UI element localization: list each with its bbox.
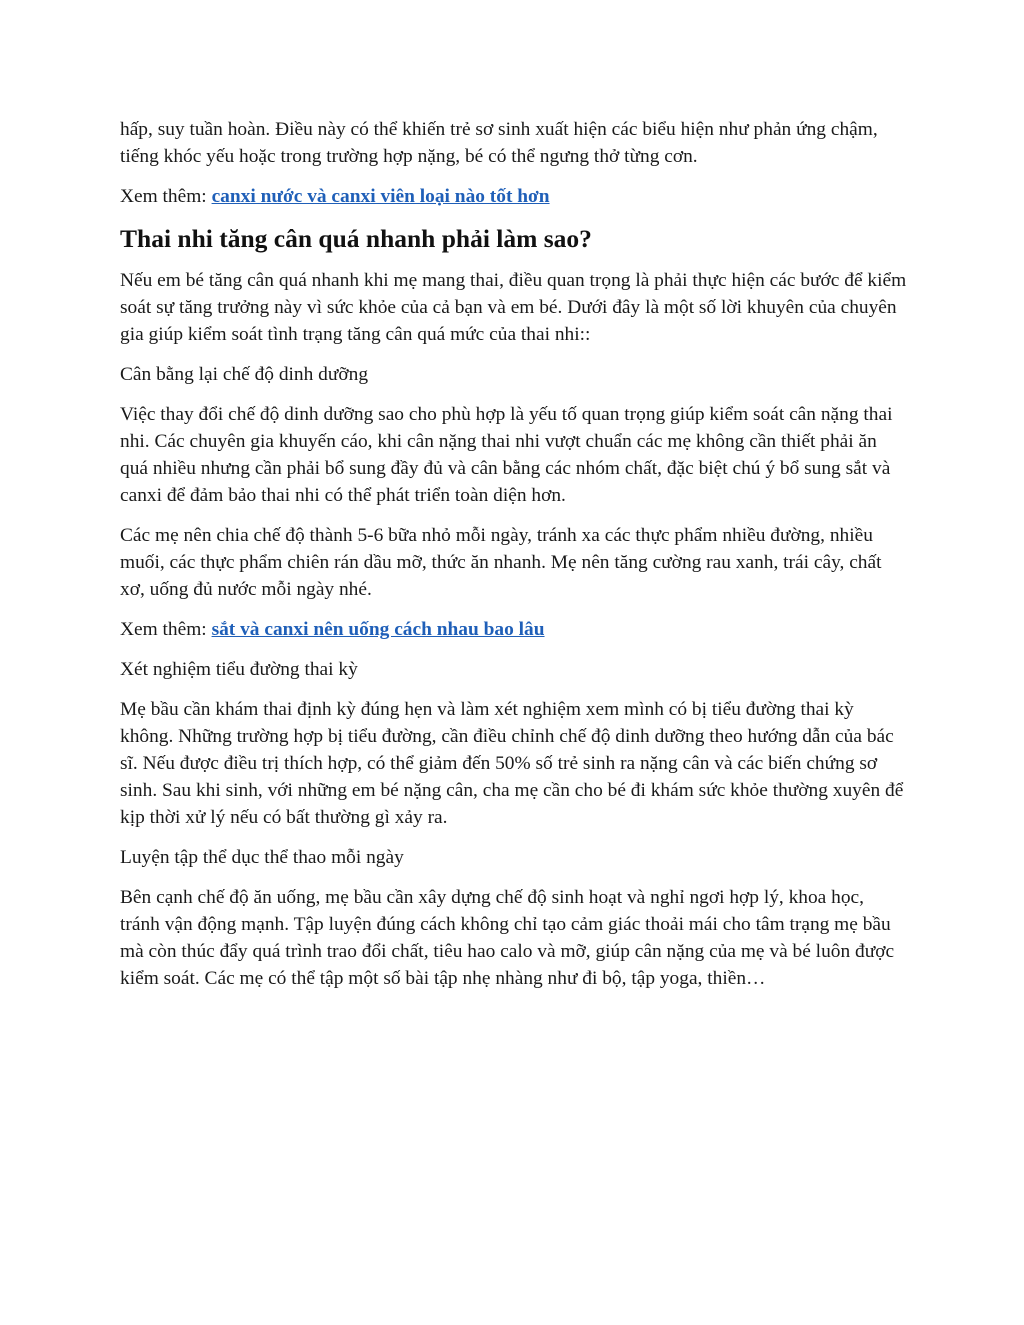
paragraph-advice-intro: Nếu em bé tăng cân quá nhanh khi mẹ mang thai, điều quan trọng là phải thực hiện các bước để kiểm soát sự tăng trưởng này vì sức khỏe của cả bạn và em bé. Dưới đây là một số lời khuyên của chuyên gia giúp kiểm soát tình trạng tăng cân quá mức của thai nhi::	[120, 270, 907, 345]
paragraph-exercise: Bên cạnh chế độ ăn uống, mẹ bầu cần xây dựng chế độ sinh hoạt và nghỉ ngơi hợp lý, khoa học, tránh vận động mạnh. Tập luyện đúng cách không chỉ tạo cảm giác thoải mái cho tâm trạng mẹ bầu mà còn thúc đẩy quá trình trao đổi chất, tiêu hao calo và mỡ, giúp cân nặng của mẹ và bé luôn được kiểm soát. Các mẹ có thể tập một số bài tập nhẹ nhàng như đi bộ, tập yoga, thiền…	[120, 887, 895, 989]
paragraph-nutrition: Việc thay đổi chế độ dinh dưỡng sao cho phù hợp là yếu tố quan trọng giúp kiểm soát cân nặng thai nhi. Các chuyên gia khuyến cáo, khi cân nặng thai nhi vượt chuẩn các mẹ không cần thiết phải ăn quá nhiều nhưng cần phải bổ sung đầy đủ và cân bằng các nhóm chất, đặc biệt chú ý bổ sung sắt và canxi để đảm bảo thai nhi có thể phát triển toàn diện hơn.	[120, 404, 893, 506]
subsection-label-exercise: Luyện tập thể dục thể thao mỗi ngày	[120, 847, 404, 868]
see-more-link-calcium-types[interactable]: canxi nước và canxi viên loại nào tốt hơn	[211, 186, 550, 207]
see-more-line-1	[120, 183, 908, 210]
intro-paragraph: hấp, suy tuần hoàn. Điều này có thể khiến trẻ sơ sinh xuất hiện các biểu hiện như phản ứng chậm, tiếng khóc yếu hoặc trong trường hợp nặng, bé có thể ngưng thở từng cơn.	[120, 119, 878, 167]
document-page	[120, 116, 908, 1005]
paragraph-diabetes-test: Mẹ bầu cần khám thai định kỳ đúng hẹn và làm xét nghiệm xem mình có bị tiểu đường thai kỳ không. Những trường hợp bị tiểu đường, cần điều chỉnh chế độ dinh dưỡng theo hướng dẫn của bác sĩ. Nếu được điều trị thích hợp, có thể giảm đến 50% số trẻ sinh ra nặng cân và các biến chứng sơ sinh. Sau khi sinh, với những em bé nặng cân, cha mẹ cần cho bé đi khám sức khỏe thường xuyên để kịp thời xử lý nếu có bất thường gì xảy ra.	[120, 699, 904, 828]
subsection-label-diabetes-test: Xét nghiệm tiểu đường thai kỳ	[120, 659, 358, 680]
see-more-label: Xem thêm:	[120, 619, 212, 640]
see-more-label: Xem thêm:	[120, 186, 212, 207]
paragraph-meals: Các mẹ nên chia chế độ thành 5-6 bữa nhỏ mỗi ngày, tránh xa các thực phẩm nhiều đường, nhiều muối, các thực phẩm chiên rán dầu mỡ, thức ăn nhanh. Mẹ nên tăng cường rau xanh, trái cây, chất xơ, uống đủ nước mỗi ngày nhé.	[120, 525, 882, 600]
subsection-label-nutrition: Cân bằng lại chế độ dinh dưỡng	[120, 364, 369, 385]
see-more-line-2	[120, 616, 908, 643]
see-more-link-iron-calcium[interactable]: sắt và canxi nên uống cách nhau bao lâu	[211, 619, 545, 640]
section-heading: Thai nhi tăng cân quá nhanh phải làm sao?	[120, 224, 592, 253]
